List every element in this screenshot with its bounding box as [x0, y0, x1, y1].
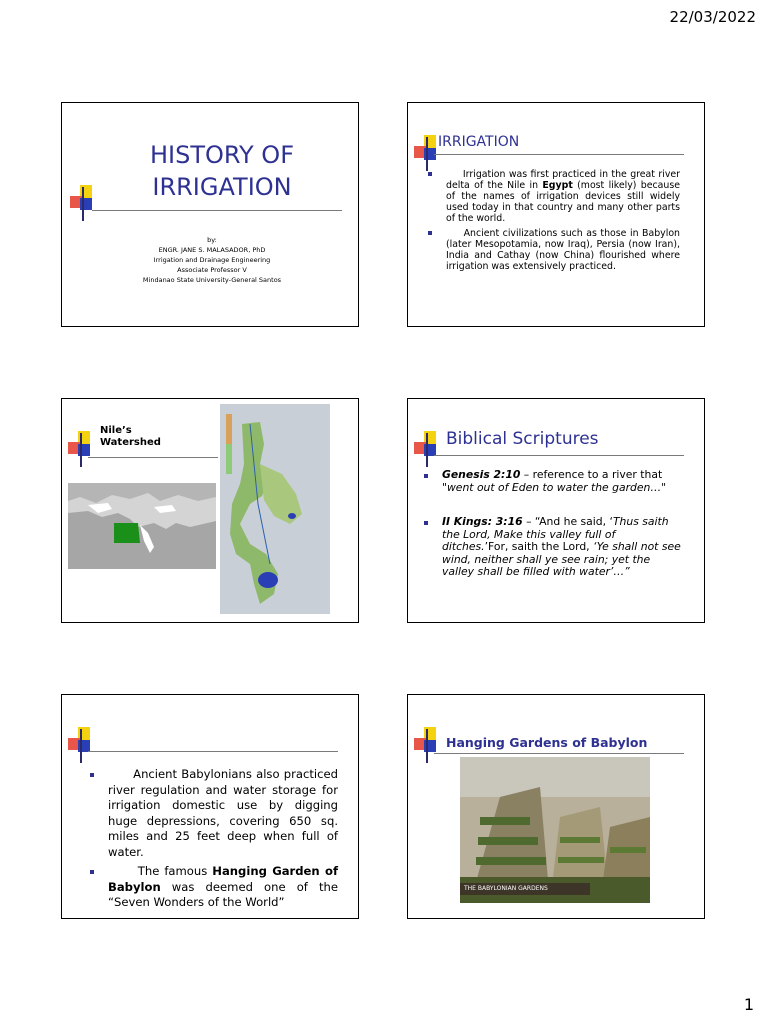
list-item: Ancient civilizations such as those in Babylon (later Mesopotamia, now Iraq), Persia (now Iran), India and Cathay (now China) flourished where irrigation was extensively practiced.: [426, 228, 680, 272]
list-item: Genesis 2:10 – reference to a river that "went out of Eden to water the garden…": [422, 469, 684, 494]
nile-basin-map-image: [220, 404, 330, 614]
slide-biblical-scriptures: [407, 398, 705, 623]
slide-title: [61, 102, 359, 327]
image-caption: THE BABYLONIAN GARDENS: [464, 885, 548, 892]
divider: [434, 753, 684, 754]
divider: [92, 210, 342, 211]
slide-hanging-gardens: [407, 694, 705, 919]
slide-decoration: [64, 429, 104, 469]
list-item: II Kings: 3:16 – “And he said, ‘Thus saith the Lord, Make this valley full of ditches.’For, saith the Lord, ‘Ye shall not see wind, neither shall ye see rain; yet the valley shall be filled with water’…”: [422, 516, 684, 579]
slide-decoration: [66, 183, 106, 223]
divider: [434, 455, 684, 456]
slide-irrigation: [407, 102, 705, 327]
slide-heading: Hanging Gardens of Babylon: [446, 735, 648, 750]
hanging-gardens-image: [460, 757, 650, 903]
slide-nile-watershed: [61, 398, 359, 623]
slide-decoration: [410, 725, 450, 765]
slide-title-text: HISTORY OF IRRIGATION: [149, 141, 295, 201]
bullet-list: [422, 469, 684, 601]
divider: [88, 751, 338, 752]
list-item: The famous Hanging Garden of Babylon was deemed one of the “Seven Wonders of the World”: [88, 864, 338, 911]
slide-decoration: [410, 429, 450, 469]
slide-decoration: [64, 725, 104, 765]
slide-babylonians: [61, 694, 359, 919]
list-item: Ancient Babylonians also practiced river regulation and water storage for irrigation domestic use by digging huge depressions, covering 650 sq. miles and 25 feet deep when full of water.: [88, 767, 338, 860]
list-item: Irrigation was first practiced in the great river delta of the Nile in Egypt (most likely) because of the names of irrigation devices still widely used today in that country and many other parts of the world.: [426, 169, 680, 224]
region-map-image: [68, 483, 216, 569]
page-date: 22/03/2022: [669, 8, 756, 26]
slide-heading: Biblical Scriptures: [446, 429, 599, 449]
bullet-list: [88, 767, 338, 915]
divider: [434, 154, 684, 155]
divider: [88, 457, 218, 458]
bullet-list: [426, 169, 680, 276]
page-number: 1: [743, 995, 754, 1014]
author-block: by: ENGR. JANE S. MALASADOR, PhD Irrigation and Drainage Engineering Associate Professor V Mindanao State University-General Santos: [142, 236, 282, 284]
slide-heading: IRRIGATION: [438, 134, 520, 150]
slide-heading: Nile’s Watershed: [100, 425, 161, 448]
